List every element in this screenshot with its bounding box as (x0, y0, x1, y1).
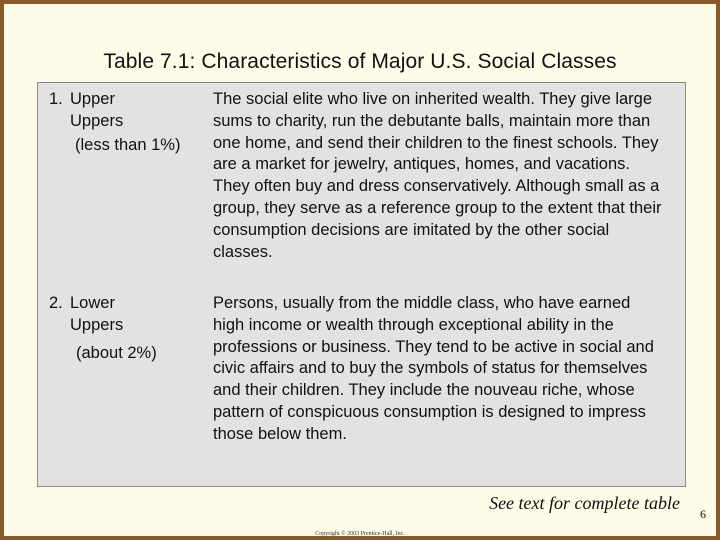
slide-title: Table 7.1: Characteristics of Major U.S. Social Classes (103, 50, 617, 73)
row-label-line: Upper (70, 90, 115, 108)
row-label-line: (about 2%) (76, 344, 157, 362)
copyright-notice: Copyright © 2003 Prentice-Hall, Inc. (315, 531, 405, 537)
row-label-line: Uppers (70, 316, 124, 334)
row-label-line: Lower (70, 294, 115, 312)
row-number: 2. (49, 294, 63, 312)
footnote: See text for complete table (489, 493, 680, 513)
table-row (38, 89, 685, 289)
page-number: 6 (700, 507, 706, 521)
row-number: 1. (49, 90, 63, 108)
row-label-line: Uppers (70, 112, 124, 130)
table-row (38, 293, 685, 473)
row-description: Persons, usually from the middle class, who have earned high income or wealth through exceptional ability in the professions or business. They tend to be active in social and civic affairs and to buy the symbols of status for themselves and their children. They include the nouveau riche, whose pattern of conspicuous consumption is designed to impress those below them. (213, 294, 654, 443)
table-box (37, 82, 686, 487)
row-description: The social elite who live on inherited wealth. They give large sums to charity, run the debutante balls, maintain more than one home, and send their children to the finest schools. They are a market for jewelry, antiques, homes, and vacations. They often buy and dress conservatively. Although small as a group, they serve as a reference group to the extent that their consumption decisions are imitated by the other social classes. (213, 90, 662, 261)
row-label-line: (less than 1%) (75, 136, 181, 154)
